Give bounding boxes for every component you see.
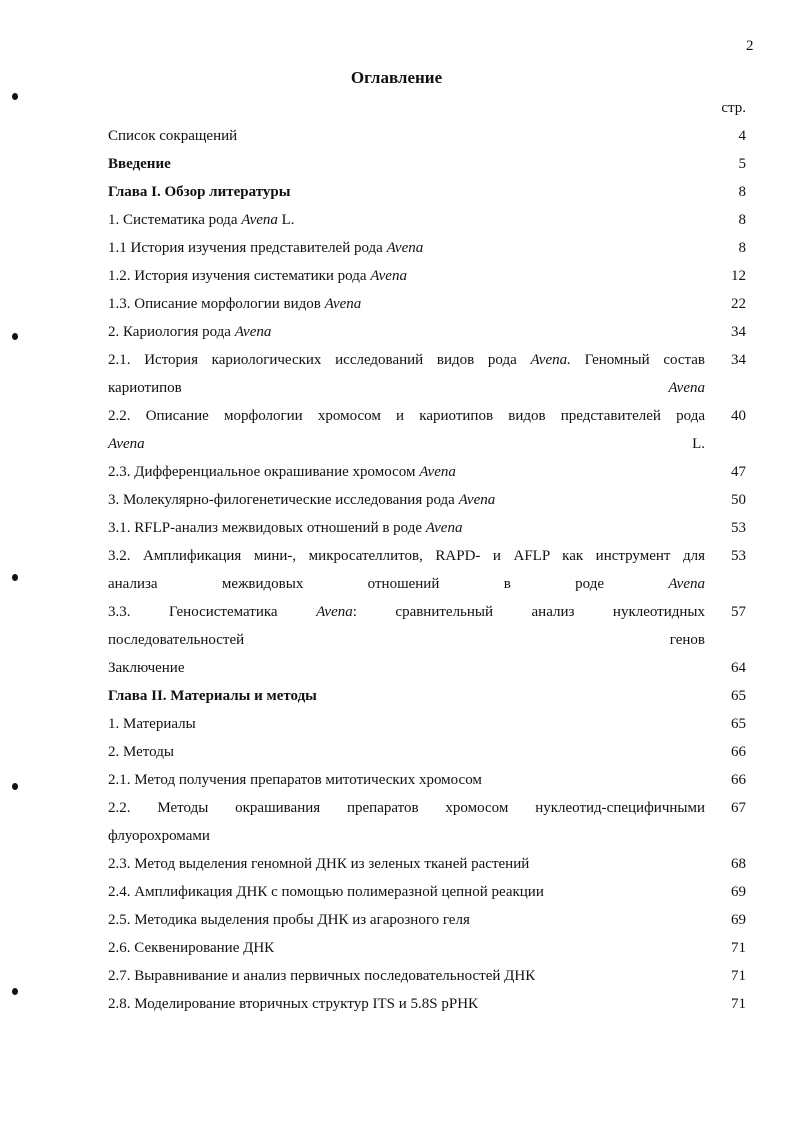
toc-title-line <box>108 492 495 508</box>
toc-title-italic-fragment: Avena <box>241 212 278 228</box>
toc-entry-title <box>108 962 705 990</box>
toc-entry-m2-1 <box>108 766 746 794</box>
toc-entry-intro <box>108 150 746 178</box>
toc-entry-s2-1 <box>108 346 746 402</box>
toc-title-fragment: 3.1. RFLP-анализ межвидовых отношений в роде <box>108 520 426 536</box>
toc-entry-page: 66 <box>731 744 746 760</box>
toc-entry-s2 <box>108 318 746 346</box>
toc-entry-page: 53 <box>731 548 746 564</box>
punch-hole-mark <box>12 988 18 995</box>
toc-title-continuation <box>108 570 705 598</box>
toc-entry-title <box>108 178 705 206</box>
toc-entry-title <box>108 122 705 150</box>
toc-entry-title <box>108 514 705 542</box>
page-column-label: стр. <box>721 100 746 116</box>
toc-title-italic-fragment: Avena <box>668 380 705 396</box>
toc-title-fragment: Глава I. Обзор литературы <box>108 184 291 200</box>
toc-title-italic-fragment: Avena <box>425 520 463 536</box>
toc-title-italic-fragment: Avena <box>386 240 424 256</box>
toc-entry-page: 66 <box>731 772 746 788</box>
toc-entry-page: 68 <box>731 856 746 872</box>
toc-entry-page: 40 <box>731 408 746 424</box>
toc-entry-page: 69 <box>731 912 746 928</box>
toc-entry-s3-1 <box>108 514 746 542</box>
toc-title-line <box>108 660 185 676</box>
toc-title-italic-fragment: Avena <box>316 604 353 620</box>
toc-title-fragment: 2.1. Метод получения препаратов митотических хромосом <box>108 772 482 788</box>
toc-entry-title <box>108 234 705 262</box>
toc-title-fragment: Список сокращений <box>108 128 238 144</box>
toc-title-fragment: Введение <box>108 156 171 172</box>
toc-entry-title <box>108 402 705 458</box>
toc-title-continuation <box>108 430 705 458</box>
toc-title-fragment: 2.2. Описание морфологии хромосом и кариотипов видов представителей рода <box>108 408 705 424</box>
toc-title-fragment: последовательностей генов <box>108 632 705 648</box>
toc-title-line <box>108 156 171 172</box>
toc-title-fragment: L. <box>144 436 705 452</box>
toc-title-fragment: 2.3. Метод выделения геномной ДНК из зеленых тканей растений <box>108 856 530 872</box>
toc-entry-page: 8 <box>738 212 746 228</box>
toc-entry-page: 69 <box>731 884 746 900</box>
toc-title-fragment: 2.4. Амплификация ДНК с помощью полимеразной цепной реакции <box>108 884 544 900</box>
toc-title-continuation <box>108 626 705 654</box>
toc-entry-s1 <box>108 206 746 234</box>
toc-entry-title <box>108 878 705 906</box>
toc-entry-page: 34 <box>731 324 746 340</box>
toc-entry-page: 50 <box>731 492 746 508</box>
toc-entry-title <box>108 486 705 514</box>
toc-title-line <box>108 604 705 620</box>
toc-entry-title <box>108 346 705 402</box>
toc-title-fragment: 1. Систематика рода <box>108 212 242 228</box>
toc-entry-m2-7 <box>108 962 746 990</box>
toc-entry-title <box>108 150 705 178</box>
toc-entry-s3-3 <box>108 598 746 654</box>
toc-title-fragment: L. <box>277 212 295 228</box>
toc-title-line <box>108 744 174 760</box>
toc-title-italic-fragment: Avena <box>324 296 362 312</box>
toc-entry-m2-5 <box>108 906 746 934</box>
toc-title-italic-fragment: Avena. <box>530 352 571 368</box>
toc-entry-page: 5 <box>738 156 746 172</box>
toc-title-fragment: 2.3. Дифференциальное окрашивание хромосом <box>108 464 420 480</box>
toc-entry-page: 67 <box>731 800 746 816</box>
toc-entry-title <box>108 850 705 878</box>
toc-title-fragment: 3.2. Амплификация мини-, микросателлитов, RAPD- и AFLP как инструмент для <box>108 548 705 564</box>
page-title: Оглавление <box>350 68 443 87</box>
toc-entry-s1-1 <box>108 234 746 262</box>
toc-entry-m2-4 <box>108 878 746 906</box>
toc-title-continuation <box>108 374 705 402</box>
toc-title-fragment: кариотипов <box>108 380 669 396</box>
toc-entry-ch1 <box>108 178 746 206</box>
toc-entry-page: 65 <box>731 688 746 704</box>
punch-hole-mark <box>12 783 18 790</box>
toc-title-fragment: : сравнительный анализ нуклеотидных <box>352 604 705 620</box>
toc-entry-title <box>108 458 705 486</box>
toc-title-fragment: 1. Материалы <box>108 716 196 732</box>
toc-entry-m2-3 <box>108 850 746 878</box>
toc-entry-s1-2 <box>108 262 746 290</box>
toc-entry-page: 57 <box>731 604 746 620</box>
toc-title-fragment: 1.3. Описание морфологии видов <box>108 296 325 312</box>
toc-title-line <box>108 240 423 256</box>
toc-entry-title <box>108 542 705 598</box>
toc-entry-title <box>108 682 705 710</box>
toc-title-fragment: 2.7. Выравнивание и анализ первичных последовательностей ДНК <box>108 968 536 984</box>
toc-entry-title <box>108 738 705 766</box>
toc-title-fragment: Заключение <box>108 660 185 676</box>
table-of-contents <box>108 122 746 1018</box>
toc-title-continuation <box>108 822 705 850</box>
toc-entry-s2-3 <box>108 458 746 486</box>
toc-entry-title <box>108 934 705 962</box>
toc-entry-s2-2 <box>108 402 746 458</box>
toc-title-line <box>108 968 535 984</box>
toc-entry-title <box>108 206 705 234</box>
toc-entry-m2 <box>108 738 746 766</box>
toc-entry-title <box>108 710 705 738</box>
toc-title-line <box>108 548 705 564</box>
toc-title-line <box>108 716 196 732</box>
toc-title-line <box>108 856 529 872</box>
toc-entry-m2-8 <box>108 990 746 1018</box>
toc-title-line <box>108 772 482 788</box>
toc-entry-page: 65 <box>731 716 746 732</box>
toc-title-fragment: 2.8. Моделирование вторичных структур ITS и 5.8S рРНК <box>108 996 479 1012</box>
toc-entry-page: 8 <box>738 240 746 256</box>
punch-hole-mark <box>12 93 18 100</box>
toc-entry-page: 47 <box>731 464 746 480</box>
toc-entry-page: 4 <box>738 128 746 144</box>
toc-title-line <box>108 408 705 424</box>
toc-entry-title <box>108 766 705 794</box>
toc-entry-title <box>108 654 705 682</box>
toc-entry-s1-3 <box>108 290 746 318</box>
toc-title-fragment: 2.2. Методы окрашивания препаратов хромосом нуклеотид-специфичными <box>108 800 705 816</box>
toc-entry-ch2 <box>108 682 746 710</box>
toc-entry-title <box>108 290 705 318</box>
toc-title-fragment: 3. Молекулярно-филогенетические исследования рода <box>108 492 459 508</box>
toc-title-line <box>108 184 290 200</box>
toc-title-fragment: анализа межвидовых отношений в роде <box>108 576 669 592</box>
toc-entry-page: 34 <box>731 352 746 368</box>
toc-entry-title <box>108 318 705 346</box>
toc-title-fragment: 2.1. История кариологических исследований видов рода <box>108 352 531 368</box>
toc-title-line <box>108 884 544 900</box>
toc-entry-page: 71 <box>731 996 746 1012</box>
toc-title-fragment: 2. Кариология рода <box>108 324 235 340</box>
toc-title-fragment: 2.6. Секвенирование ДНК <box>108 940 275 956</box>
toc-entry-page: 71 <box>731 940 746 956</box>
toc-entry-page: 71 <box>731 968 746 984</box>
toc-title-italic-fragment: Avena <box>458 492 496 508</box>
toc-entry-s3 <box>108 486 746 514</box>
toc-title-line <box>108 352 705 368</box>
toc-entry-m2-6 <box>108 934 746 962</box>
toc-title-line <box>108 996 478 1012</box>
toc-title-fragment: 1.2. История изучения систематики рода <box>108 268 371 284</box>
page-number: 2 <box>746 38 754 54</box>
toc-entry-title <box>108 990 705 1018</box>
toc-title-italic-fragment: Avena <box>370 268 407 284</box>
toc-title-fragment: Геномный состав <box>570 352 705 368</box>
toc-title-line <box>108 940 274 956</box>
toc-title-fragment: Глава II. Материалы и методы <box>108 688 317 704</box>
toc-entry-title <box>108 598 705 654</box>
toc-title-fragment: флуорохромами <box>108 828 210 844</box>
punch-hole-mark <box>12 574 18 581</box>
toc-entry-page: 22 <box>731 296 746 312</box>
toc-title-fragment: 2. Методы <box>108 744 174 760</box>
toc-entry-title <box>108 262 705 290</box>
toc-title-line <box>108 800 705 816</box>
toc-entry-m1 <box>108 710 746 738</box>
toc-title-fragment: 2.5. Методика выделения пробы ДНК из агарозного геля <box>108 912 470 928</box>
toc-title-line <box>108 912 470 928</box>
toc-entry-title <box>108 906 705 934</box>
toc-entry-page: 12 <box>731 268 746 284</box>
toc-title-line <box>108 268 407 284</box>
toc-title-line <box>108 212 295 228</box>
toc-entry-title <box>108 794 705 850</box>
toc-title-line <box>108 688 317 704</box>
toc-entry-page: 8 <box>738 184 746 200</box>
toc-entry-s3-2 <box>108 542 746 598</box>
toc-title-line <box>108 324 271 340</box>
punch-hole-mark <box>12 333 18 340</box>
toc-entry-concl <box>108 654 746 682</box>
toc-title-italic-fragment: Avena <box>108 436 145 452</box>
toc-entry-page: 64 <box>731 660 746 676</box>
toc-title-fragment: 3.3. Геносистематика <box>108 604 317 620</box>
toc-title-italic-fragment: Avena <box>234 324 272 340</box>
toc-entry-abbr <box>108 122 746 150</box>
toc-title-fragment: 1.1 История изучения представителей рода <box>108 240 387 256</box>
toc-title-italic-fragment: Avena <box>419 464 456 480</box>
toc-title-line <box>108 128 237 144</box>
toc-entry-m2-2 <box>108 794 746 850</box>
toc-title-italic-fragment: Avena <box>668 576 705 592</box>
toc-title-line <box>108 296 361 312</box>
toc-entry-page: 53 <box>731 520 746 536</box>
toc-title-line <box>108 464 456 480</box>
toc-title-line <box>108 520 462 536</box>
